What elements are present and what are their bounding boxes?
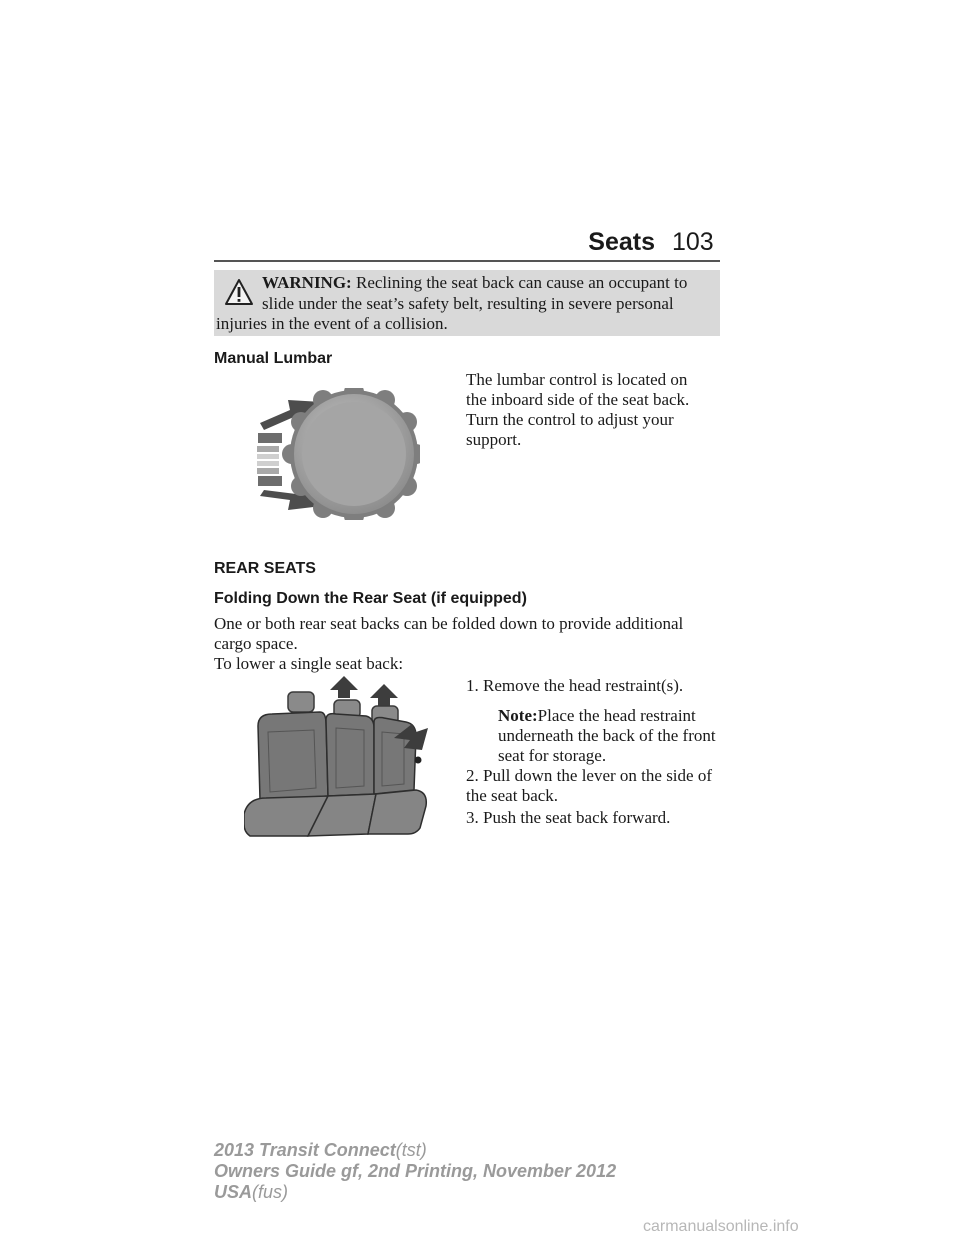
rear-seats-intro [214,614,724,654]
rear-seat-illustration [244,676,432,838]
watermark-text: carmanualsonline.info [643,1218,799,1235]
warning-line-2: slide under the seat’s safety belt, resulting in severe personal [262,294,674,313]
page-section-title: Seats [588,228,655,256]
lumbar-knob-illustration [250,388,420,520]
intro-line: cargo space. [214,634,298,653]
intro-line: One or both rear seat backs can be folded down to provide additional [214,614,684,633]
footer-market: USA [214,1182,253,1202]
lumbar-text-line: The lumbar control is located on [466,370,688,389]
lumbar-text-line: the inboard side of the seat back. [466,390,690,409]
footer-model: 2013 Transit Connect [214,1140,396,1160]
step-3-text: 3. Push the seat back forward. [466,808,671,827]
manual-lumbar-heading: Manual Lumbar [214,350,333,367]
note-block [498,706,738,766]
header-divider [214,260,720,262]
warning-line-1 [262,273,687,293]
note-line: seat for storage. [498,746,607,765]
folding-rear-seat-subheading: Folding Down the Rear Seat (if equipped) [214,590,527,607]
lumbar-description [466,370,736,450]
step-2-line: the seat back. [466,786,559,805]
footer-market-code: (fus) [252,1182,289,1202]
footer-model-line [214,1140,427,1161]
footer-model-code: (tst) [395,1140,427,1160]
rear-seats-heading: REAR SEATS [214,560,316,577]
warning-line-3: injuries in the event of a collision. [216,314,448,333]
page-number: 103 [672,228,714,256]
footer-printing-line: Owners Guide gf, 2nd Printing, November 2012 [214,1161,617,1181]
warning-text-1: Reclining the seat back can cause an occupant to [355,273,688,292]
warning-triangle-icon [224,278,254,306]
lower-single-seat-text: To lower a single seat back: [214,654,404,673]
step-2-text [466,766,736,806]
step-1-text: 1. Remove the head restraint(s). [466,676,684,695]
footer-market-line [214,1182,288,1203]
lumbar-text-line: Turn the control to adjust your [466,410,674,429]
note-label: Note: [498,706,538,725]
note-line: underneath the back of the front [498,726,716,745]
note-line: Place the head restraint [537,706,696,725]
step-2-line: 2. Pull down the lever on the side of [466,766,712,785]
lumbar-text-line: support. [466,430,522,449]
warning-label: WARNING: [262,273,352,292]
